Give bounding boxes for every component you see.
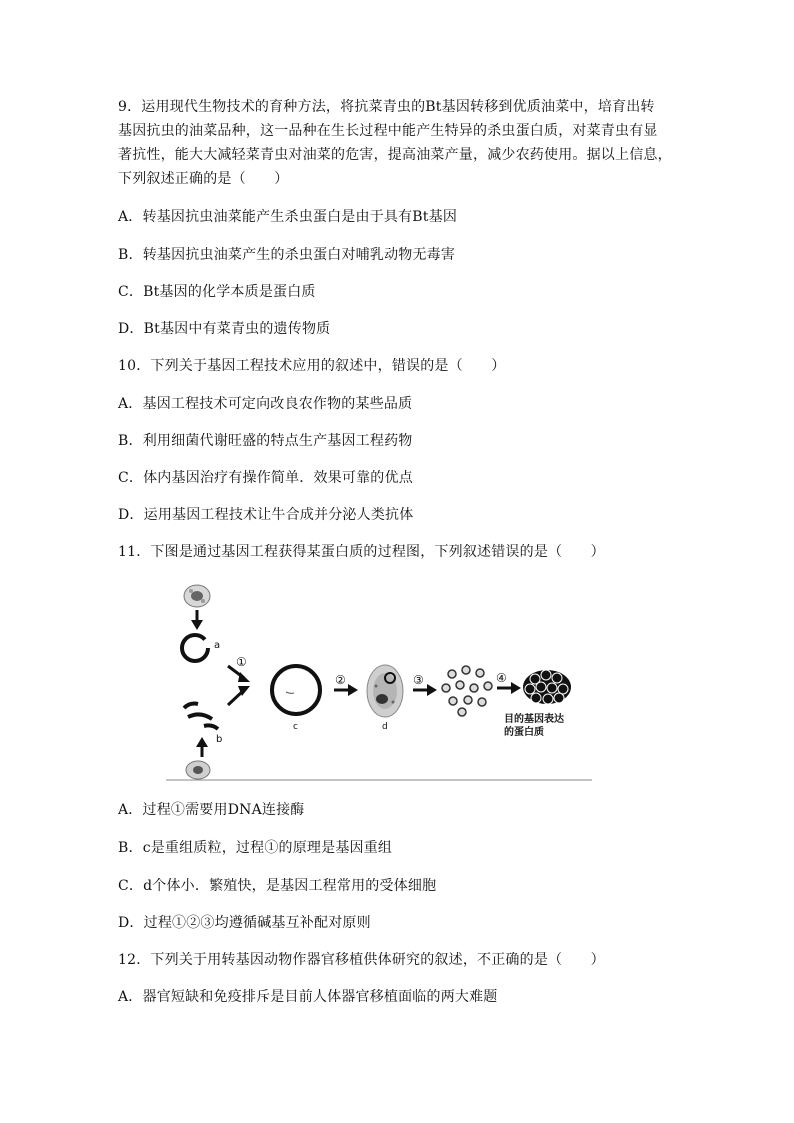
donor-cell-bottom-icon: [186, 761, 210, 779]
protein-cluster-icon: [523, 670, 571, 704]
converging-arrows-icon: [228, 666, 250, 705]
step-1-label: ①: [236, 655, 247, 669]
q9-stem-line-3: 著抗性，能大大减轻菜青虫对油菜的危害，提高油菜产量，减少农药使用。据以上信息，: [118, 147, 672, 163]
q10-option-b: B．利用细菌代谢旺盛的特点生产基因工程药物: [118, 433, 413, 449]
step-3-label: ③: [413, 673, 424, 687]
q9-stem-line-4: 下列叙述正确的是（ ）: [118, 171, 289, 187]
multiplied-cells-icon: [442, 666, 492, 716]
q11-option-a: A．过程①需要用DNA连接酶: [118, 802, 305, 818]
q12-stem: 12．下列关于用转基因动物作器官移植供体研究的叙述，不正确的是（ ）: [118, 952, 605, 968]
q9-stem-line-2: 基因抗虫的油菜品种，这一品种在生长过程中能产生特异的杀虫蛋白质，对菜青虫有显: [118, 123, 658, 139]
q12-option-a: A．器官短缺和免疫排斥是目前人体器官移植面临的两大难题: [118, 989, 498, 1005]
q11-option-b: B．c是重组质粒，过程①的原理是基因重组: [118, 840, 393, 856]
process-diagram: [166, 574, 592, 782]
product-label-line-1: 目的基因表达: [504, 714, 564, 725]
q9-option-c: C．Bt基因的化学本质是蛋白质: [118, 284, 316, 300]
dna-fragments-b-icon: [184, 704, 218, 730]
step-4-label: ④: [496, 671, 507, 685]
q10-option-a: A．基因工程技术可定向改良农作物的某些品质: [118, 396, 413, 412]
label-b: b: [216, 734, 223, 745]
product-label-line-2: 的蛋白质: [504, 727, 544, 738]
q10-stem: 10．下列关于基因工程技术应用的叙述中，错误的是（ ）: [118, 358, 506, 374]
label-c: c: [293, 722, 298, 732]
donor-cell-top-icon: [184, 585, 210, 607]
q9-option-b: B．转基因抗虫油菜产生的杀虫蛋白对哺乳动物无毒害: [118, 247, 456, 263]
host-cell-d-icon: [367, 665, 403, 717]
gene-engineering-process-figure: [166, 574, 592, 782]
label-d: d: [382, 722, 388, 732]
arrow-up-icon: [196, 737, 208, 757]
q9-option-a: A．转基因抗虫油菜能产生杀虫蛋白是由于具有Bt基因: [118, 209, 458, 225]
plasmid-a-icon: [182, 635, 208, 661]
q10-option-c: C．体内基因治疗有操作简单．效果可靠的优点: [118, 470, 413, 486]
q9-option-d: D．Bt基因中有菜青虫的遗传物质: [118, 321, 331, 337]
recombinant-plasmid-c-icon: [272, 666, 320, 714]
step-2-label: ②: [335, 673, 346, 687]
q11-stem: 11．下图是通过基因工程获得某蛋白质的过程图，下列叙述错误的是（ ）: [118, 544, 605, 560]
q10-option-d: D．运用基因工程技术让牛合成并分泌人类抗体: [118, 507, 414, 523]
label-a: a: [214, 640, 221, 651]
q11-option-d: D．过程①②③均遵循碱基互补配对原则: [118, 915, 371, 931]
arrow-down-icon: [191, 610, 203, 630]
q11-option-c: C．d个体小．繁殖快，是基因工程常用的受体细胞: [118, 878, 437, 894]
q9-stem-line-1: 9．运用现代生物技术的育种方法，将抗菜青虫的Bt基因转移到优质油菜中，培育出转: [118, 99, 655, 115]
